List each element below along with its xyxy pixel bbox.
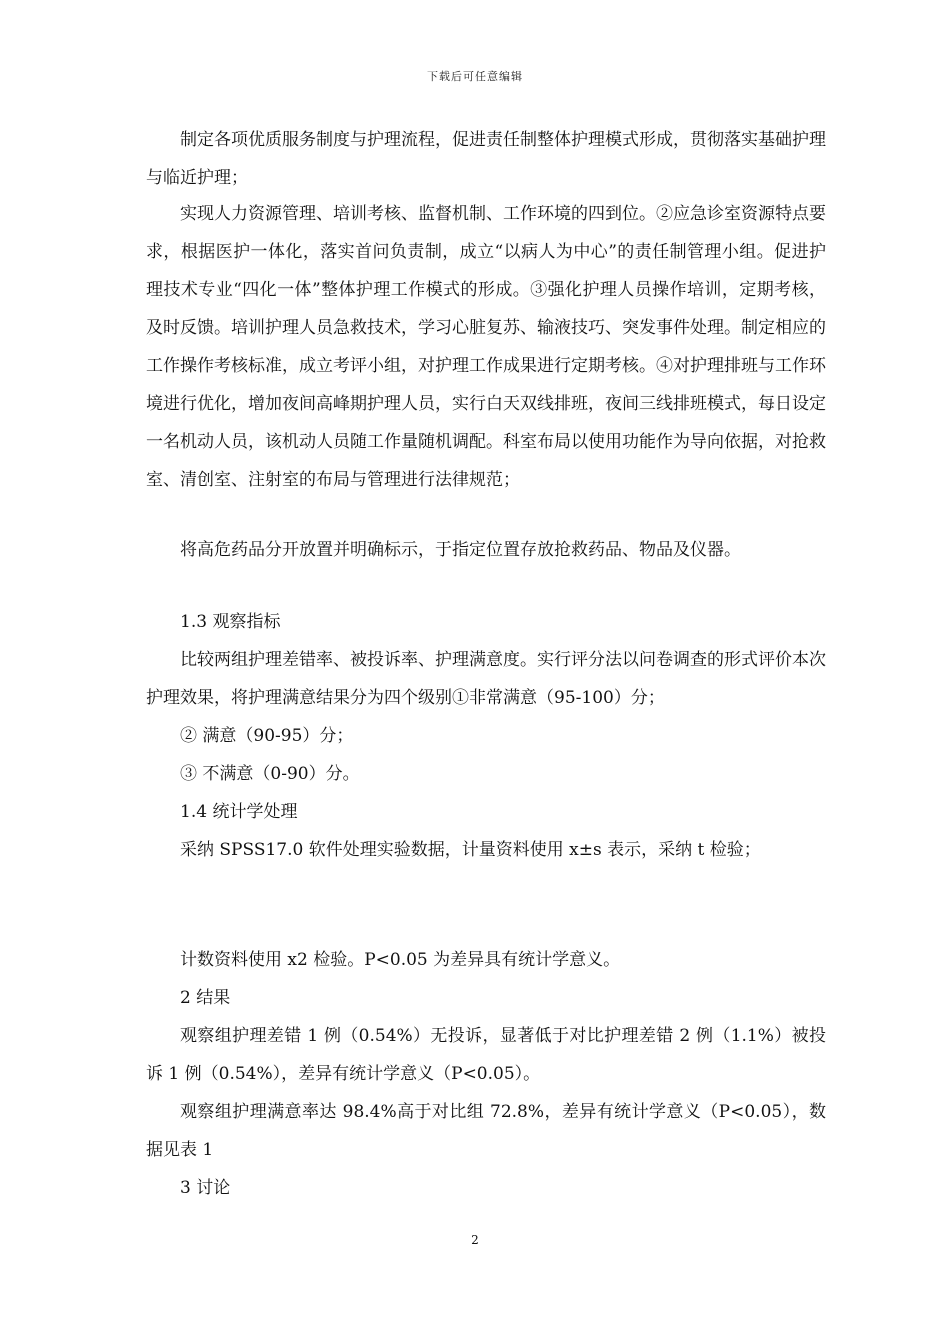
body-text — [146, 195, 826, 499]
body-text — [146, 603, 826, 869]
body-text — [146, 941, 826, 1207]
paragraph: 采纳 SPSS17.0 软件处理实验数据，计量资料使用 x±s 表示，采纳 t 检验； — [180, 840, 761, 860]
section-heading: 3 讨论 — [180, 1178, 231, 1198]
paragraph: 比较两组护理差错率、被投诉率、护理满意度。实行评分法以问卷调查的形式评价本次护理效果，将护理满意结果分为四个级别①非常满意（95-100）分； — [146, 650, 826, 708]
paragraph: 观察组护理差错 1 例（0.54%）无投诉，显著低于对比护理差错 2 例（1.1%）被投诉 1 例（0.54%），差异有统计学意义（P<0.05）。 — [146, 1026, 826, 1084]
body-text — [146, 121, 826, 197]
paragraph: 计数资料使用 x2 检验。P<0.05 为差异具有统计学意义。 — [180, 950, 621, 970]
page-header: 下载后可任意编辑 — [427, 70, 523, 83]
section-heading: 2 结果 — [180, 988, 231, 1008]
section-heading: 1.4 统计学处理 — [180, 802, 298, 822]
page-number: 2 — [471, 1233, 479, 1247]
paragraph: 实现人力资源管理、培训考核、监督机制、工作环境的四到位。②应急诊室资源特点要求，根据医护一体化，落实首问负责制，成立“以病人为中心”的责任制管理小组。促进护理技术专业“四化一体”整体护理工作模式的形成。③强化护理人员操作培训，定期考核，及时反馈。培训护理人员急救技术，学习心脏复苏、输液技巧、突发事件处理。制定相应的工作操作考核标准，成立考评小组，对护理工作成果进行定期考核。④对护理排班与工作环境进行优化，增加夜间高峰期护理人员，实行白天双线排班，夜间三线排班模式，每日设定一名机动人员，该机动人员随工作量随机调配。科室布局以使用功能作为导向依据，对抢救室、清创室、注射室的布局与管理进行法律规范； — [146, 204, 826, 490]
section-heading: 1.3 观察指标 — [180, 612, 281, 632]
paragraph: 将高危药品分开放置并明确标示，于指定位置存放抢救药品、物品及仪器。 — [180, 540, 741, 560]
body-text — [146, 531, 826, 569]
list-item: ③ 不满意（0-90）分。 — [180, 764, 360, 784]
paragraph: 观察组护理满意率达 98.4%高于对比组 72.8%，差异有统计学意义（P<0.05），数据见表 1 — [146, 1102, 826, 1160]
list-item: ② 满意（90-95）分； — [180, 726, 354, 746]
paragraph: 制定各项优质服务制度与护理流程，促进责任制整体护理模式形成，贯彻落实基础护理与临近护理； — [146, 130, 826, 188]
